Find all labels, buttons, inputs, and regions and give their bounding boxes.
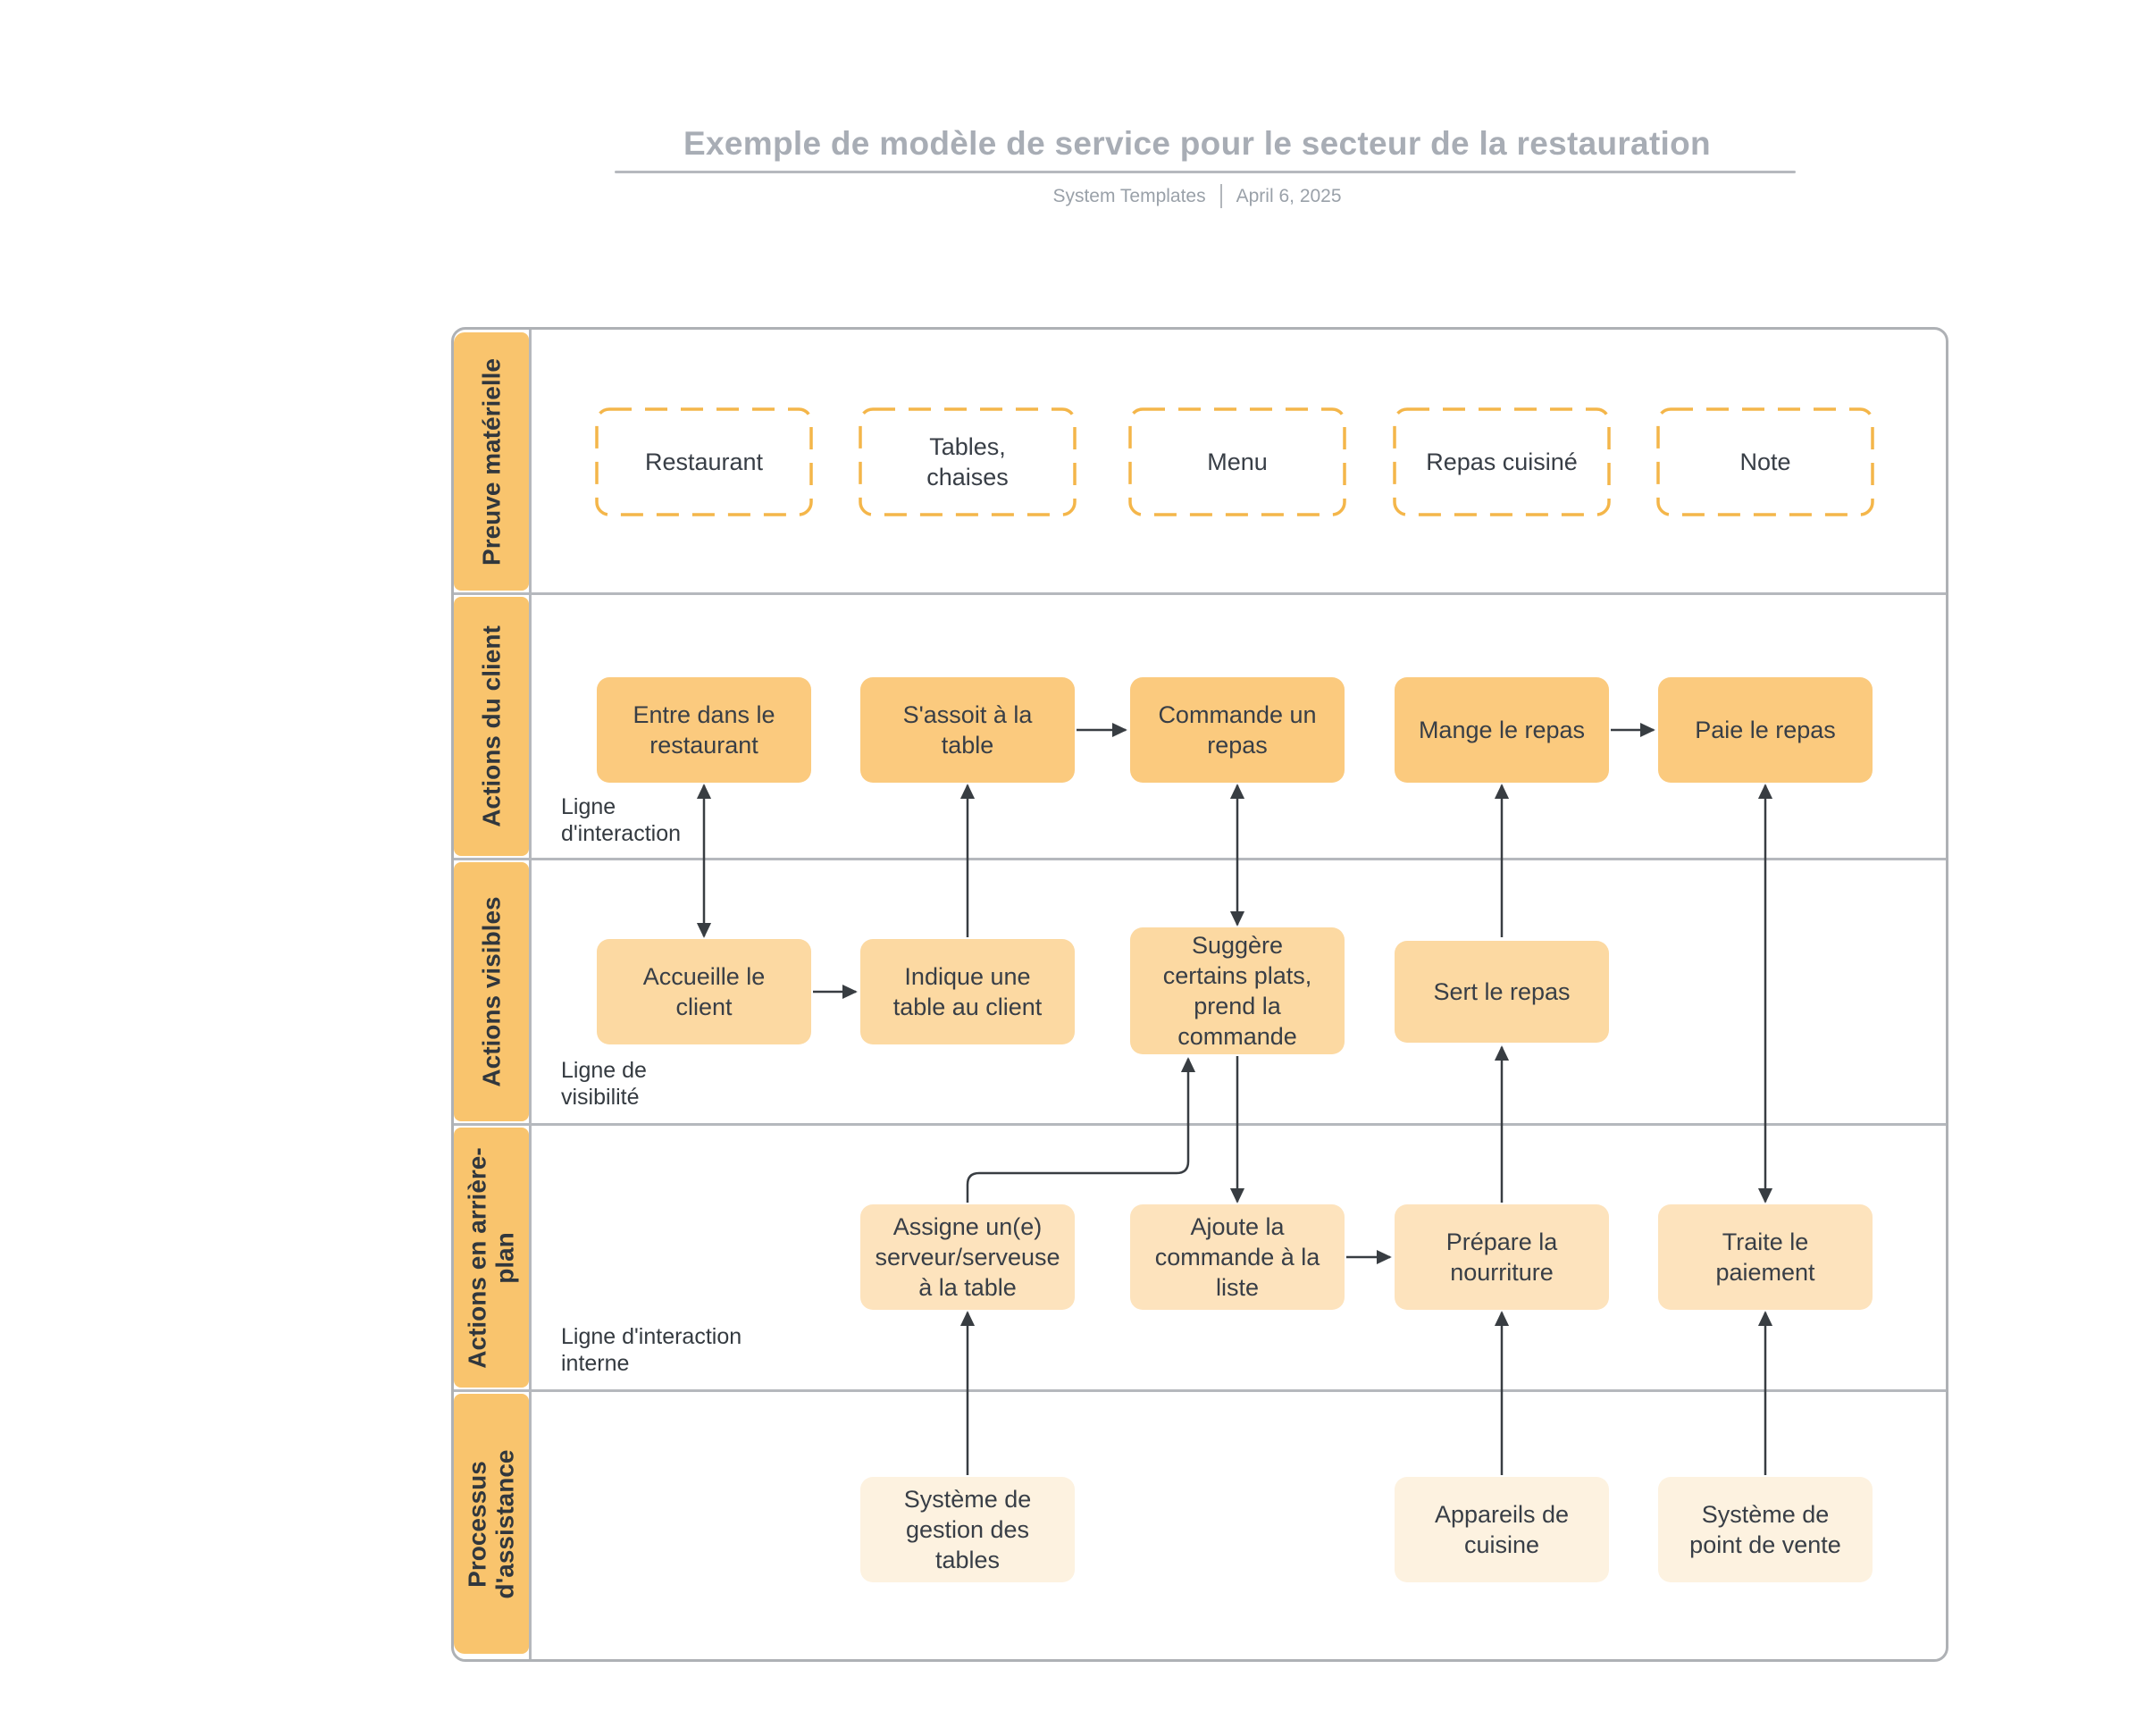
node-eats[interactable]: Mange le repas	[1395, 677, 1609, 783]
node-sits[interactable]: S'assoit à la table	[860, 677, 1075, 783]
node-greets[interactable]: Accueille le client	[597, 939, 811, 1044]
lane-customer-label: Actions du client	[477, 625, 506, 827]
lane-evidence-label: Preuve matérielle	[477, 357, 506, 566]
node-processes-payment[interactable]: Traite le paiement	[1658, 1204, 1873, 1310]
node-bill[interactable]: Note	[1739, 448, 1791, 475]
node-assigns[interactable]: Assigne un(e) serveur/serveuse à la table	[860, 1204, 1075, 1310]
node-table-system[interactable]: Système de gestion des tables	[860, 1477, 1075, 1582]
node-adds-order[interactable]: Ajoute la commande à la liste	[1130, 1204, 1345, 1310]
title-divider	[615, 171, 1796, 173]
node-pos-system[interactable]: Système de point de vente	[1658, 1477, 1873, 1582]
node-orders[interactable]: Commande un repas	[1130, 677, 1345, 783]
node-kitchen-devices[interactable]: Appareils de cuisine	[1395, 1477, 1609, 1582]
node-menu[interactable]: Menu	[1207, 448, 1268, 475]
subtitle-date: April 6, 2025	[1236, 185, 1342, 206]
lane-onstage-label: Actions visibles	[477, 896, 506, 1087]
node-cooked-meal[interactable]: Repas cuisiné	[1426, 448, 1578, 475]
lane-support-label: Processus d'assistance	[463, 1449, 519, 1598]
node-serves[interactable]: Sert le repas	[1395, 941, 1609, 1043]
subtitle-source: System Templates	[1052, 185, 1206, 206]
node-restaurant[interactable]: Restaurant	[644, 448, 764, 475]
node-shows-table[interactable]: Indique une table au client	[860, 939, 1075, 1044]
label-line-of-interaction: Ligne d'interaction	[561, 794, 682, 846]
label-line-of-visibility: Ligne de visibilité	[561, 1058, 647, 1110]
page-title: Exemple de modèle de service pour le secteur de la restauration	[683, 125, 1711, 162]
subtitle	[451, 184, 1943, 208]
subtitle-separator	[1220, 184, 1222, 208]
node-tables-chairs[interactable]: Tables, chaises	[926, 432, 1009, 491]
service-blueprint	[451, 327, 1948, 1662]
node-prepares[interactable]: Prépare la nourriture	[1395, 1204, 1609, 1310]
lane-backstage-label: Actions en arrière-plan	[463, 1146, 519, 1369]
label-line-of-internal-interaction: Ligne d'interaction interne	[561, 1324, 742, 1376]
node-enters[interactable]: Entre dans le restaurant	[597, 677, 811, 783]
node-suggests[interactable]: Suggère certains plats, prend la commande	[1130, 927, 1345, 1054]
node-pays[interactable]: Paie le repas	[1658, 677, 1873, 783]
arrow-assigns-suggests-elbow	[968, 1059, 1188, 1203]
